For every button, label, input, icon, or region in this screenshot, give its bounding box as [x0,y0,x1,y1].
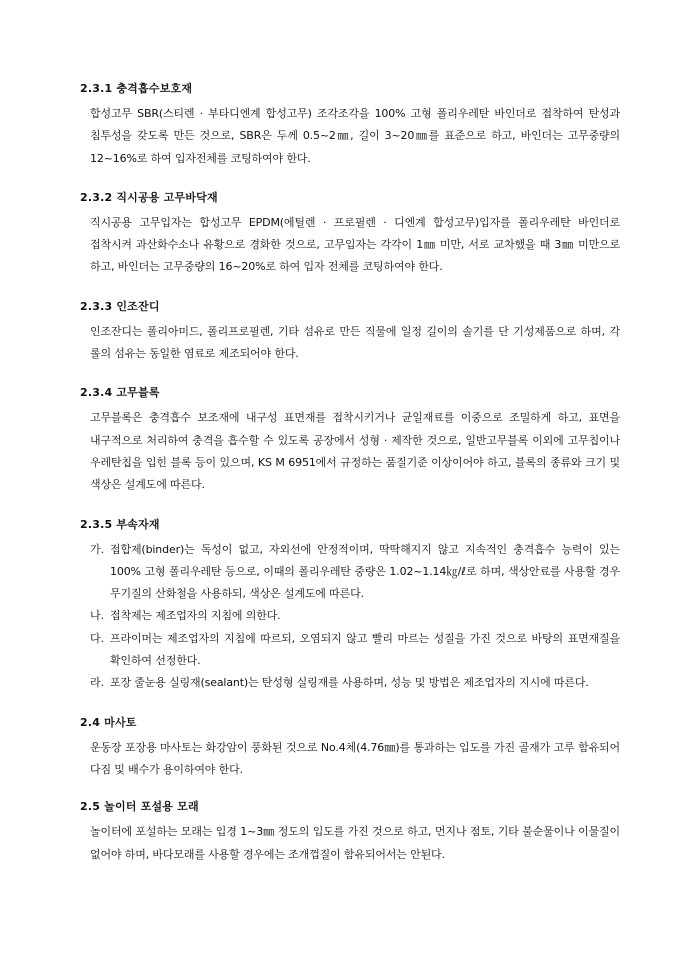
section-2-3-3 [80,296,620,366]
section-body: 놀이터에 포설하는 모래는 입경 1~3㎜ 정도의 입도를 가진 것으로 하고, 먼지나 점토, 기타 불순물이나 이물질이 없어야 하며, 바다모래를 사용할 경우에는 조개껍질이 함유되어서는 안된다. [90,825,620,861]
list-item-text: 포장 줄눈용 실링재(sealant)는 탄성형 실링재를 사용하며, 성능 및 방법은 제조업자의 지시에 따른다. [110,676,589,690]
section-heading [80,712,620,734]
section-body: 합성고무 SBR(스티렌 · 부타디엔계 합성고무) 조각조각을 100% 고형 폴리우레탄 바인더로 접착하여 탄성과 침투성을 갖도록 만든 것으로, SBR은 두께 0.5~2㎜, 길이 3~20㎜를 표준으로 하고, 바인더는 고무중량의 12~16%로 하여 입자전체를 코팅하여야 한다. [90,107,620,165]
section-title: 놀이터 포설용 모래 [104,800,199,814]
section-title: 충격흡수보호재 [116,82,193,95]
list-item-text: 프라이머는 제조업자의 지침에 따르되, 오염되지 않고 빨리 마르는 성질을 가진 것으로 바탕의 표면재질을 확인하여 선정한다. [110,631,620,668]
list-item [90,605,620,627]
section-2-3-2 [80,187,620,279]
section-number: 2.3.3 [80,299,113,313]
section-number: 2.5 [80,800,101,814]
sub-item-list [80,539,620,695]
section-2-3-1 [80,78,620,170]
list-item-text: 접착제는 제조업자의 지침에 의한다. [110,609,281,623]
section-title: 부속자재 [116,517,160,531]
list-item [90,628,620,673]
section-heading [80,514,620,536]
list-item-marker: 가. [90,542,105,556]
section-number: 2.3.2 [80,190,113,204]
list-item [90,539,620,606]
section-heading [80,78,620,100]
section-body: 인조잔디는 폴리아미드, 폴리프로필렌, 기타 섬유로 만든 직물에 일정 길이의 솔기를 단 기성제품으로 하며, 각 롤의 섬유는 동일한 염료로 제조되어야 한다. [90,324,620,361]
list-item-marker: 라. [90,676,105,690]
section-number: 2.3.4 [80,386,113,400]
list-item-text: 접합제(binder)는 독성이 없고, 자외선에 안정적이며, 딱딱해지지 않고 지속적인 충격흡수 능력이 있는 100% 고형 폴리우레탄 등으로, 이때의 폴리우레탄 중량은 1.02~1.14㎏/ℓ로 하며, 색상안료를 사용할 경우 무기질의 산화철을 사용하되, 색상은 설계도에 따른다. [110,542,620,601]
section-heading [80,187,620,209]
section-title: 인조잔디 [116,299,160,313]
section-heading [80,796,620,818]
section-body: 운동장 포장용 마사토는 화강암이 풍화된 것으로 No.4체(4.76㎜)를 통과하는 입도를 가진 골재가 고루 함유되어 다짐 및 배수가 용이하여야 한다. [90,740,620,776]
list-item-marker: 나. [90,609,105,623]
section-body: 직시공용 고무입자는 합성고무 EPDM(에틸렌 · 프로필렌 · 디엔계 합성고무)입자를 폴리우레탄 바인더로 접착시켜 과산화수소나 유황으로 경화한 것으로, 고무입자는 각각이 1㎜ 미만, 서로 교차했을 때 3㎜ 미만으로 하고, 바인더는 고무중량의 16~20%로 하여 입자 전체를 코팅하여야 한다. [90,215,620,274]
section-title: 직시공용 고무바닥재 [116,190,218,204]
section-number: 2.3.1 [80,82,113,95]
section-title: 마사토 [104,715,137,729]
section-2-3-5 [80,514,620,695]
section-2-3-4 [80,382,620,496]
section-2-4 [80,712,620,782]
section-number: 2.3.5 [80,517,113,531]
list-item-marker: 다. [90,631,105,645]
list-item [90,672,620,694]
section-title: 고무블록 [116,386,160,400]
section-heading [80,382,620,404]
section-2-5 [80,796,620,866]
section-number: 2.4 [80,715,101,729]
section-heading [80,296,620,318]
section-body: 고무블록은 충격흡수 보조재에 내구성 표면재를 접착시키거나 균일재료를 이중으로 조밀하게 하고, 표면을 내구적으로 처리하여 충격을 흡수할 수 있도록 공장에서 성형 · 제작한 것으로, 일반고무블록 이외에 고무칩이나 우레탄칩을 입힌 블록 등이 있으며, KS M 6951에서 규정하는 품질기준 이상이어야 하고, 블록의 종류와 크기 및 색상은 설계도에 따른다. [90,411,620,492]
